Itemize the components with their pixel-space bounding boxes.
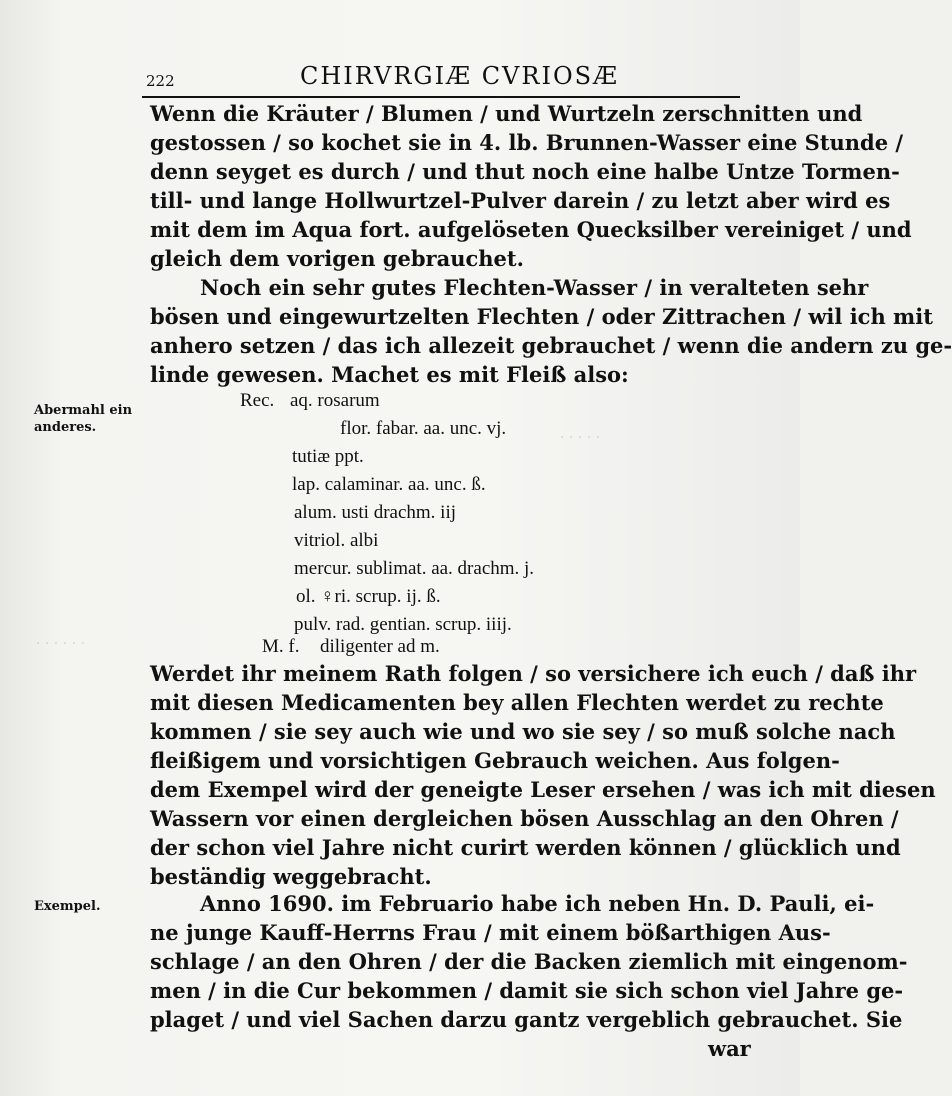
text-line: Wenn die Kräuter / Blumen / und Wurtzeln zerschnitten und (150, 101, 863, 126)
recipe-item: alum. usti drachm. iij (294, 502, 457, 523)
bleed-through: · · · · · (560, 430, 601, 446)
bleed-through: · · · · · · (36, 636, 85, 652)
text-line: dem Exempel wird der geneigte Leser ersehen / was ich mit diesen (150, 777, 936, 802)
header-rule (142, 96, 740, 98)
text-line: gestossen / so kochet sie in 4. lb. Brunnen-Wasser eine Stunde / (150, 130, 904, 155)
text-line: ne junge Kauff-Herrns Frau / mit einem bößarthigen Aus- (150, 920, 831, 945)
recipe-item: lap. calaminar. aa. unc. ß. (292, 474, 486, 495)
recipe-item: flor. fabar. aa. unc. vj. (340, 418, 507, 439)
page-header (140, 58, 740, 90)
text-line: schlage / an den Ohren / der die Backen ziemlich mit eingenom- (150, 949, 908, 974)
recipe-item: ol. ♀ri. scrup. ij. ß. (296, 586, 441, 607)
recipe-rec: Rec. (240, 390, 275, 411)
text-line: Wassern vor einen dergleichen bösen Ausschlag an den Ohren / (150, 806, 899, 831)
text-line: men / in die Cur bekommen / damit sie sich schon viel Jahre ge- (150, 978, 904, 1003)
running-title: CHIRVRGIÆ CVRIOSÆ (300, 62, 620, 90)
text-line: beständig weggebracht. (150, 864, 432, 889)
text-line: denn seyget es durch / und thut noch eine halbe Untze Tormen- (150, 159, 900, 184)
recipe-item: tutiæ ppt. (292, 446, 364, 467)
text-line: mit dem im Aqua fort. aufgelöseten Quecksilber vereiniget / und (150, 217, 912, 242)
text-line: der schon viel Jahre nicht curirt werden können / glücklich und (150, 835, 901, 860)
margin-note-example: Exempel. (34, 899, 101, 914)
text-line: fleißigem und vorsichtigen Gebrauch weichen. Aus folgen- (150, 748, 840, 773)
text-line: till- und lange Hollwurtzel-Pulver darein / zu letzt aber wird es (150, 188, 891, 213)
catchword: war (708, 1036, 751, 1061)
recipe-item: pulv. rad. gentian. scrup. iiij. (294, 614, 512, 635)
recipe-item: mercur. sublimat. aa. drachm. j. (294, 558, 535, 579)
recipe-mf-text: diligenter ad m. (320, 636, 440, 657)
text-line: Werdet ihr meinem Rath folgen / so versichere ich euch / daß ihr (150, 661, 917, 686)
text-line: linde gewesen. Machet es mit Fleiß also: (150, 362, 629, 387)
page-number: 222 (146, 72, 175, 90)
text-line: Anno 1690. im Februario habe ich neben Hn. D. Pauli, ei- (200, 891, 875, 916)
text-line: gleich dem vorigen gebrauchet. (150, 246, 524, 271)
text-line: bösen und eingewurtzelten Flechten / oder Zittrachen / wil ich mit (150, 304, 933, 329)
text-line: Noch ein sehr gutes Flechten-Wasser / in veralteten sehr (200, 275, 869, 300)
text-line: plaget / und viel Sachen darzu gantz vergeblich gebrauchet. Sie (150, 1007, 903, 1032)
text-line: mit diesen Medicamenten bey allen Flechten werdet zu rechte (150, 690, 884, 715)
margin-note-another: Abermahl ein anderes. (34, 403, 133, 435)
recipe-mf: M. f. (262, 636, 300, 657)
text-line: kommen / sie sey auch wie und wo sie sey / so muß solche nach (150, 719, 896, 744)
recipe-item: vitriol. albi (294, 530, 379, 551)
recipe-item: aq. rosarum (290, 390, 380, 411)
text-line: anhero setzen / das ich allezeit gebrauchet / wenn die andern zu ge- (150, 333, 952, 358)
